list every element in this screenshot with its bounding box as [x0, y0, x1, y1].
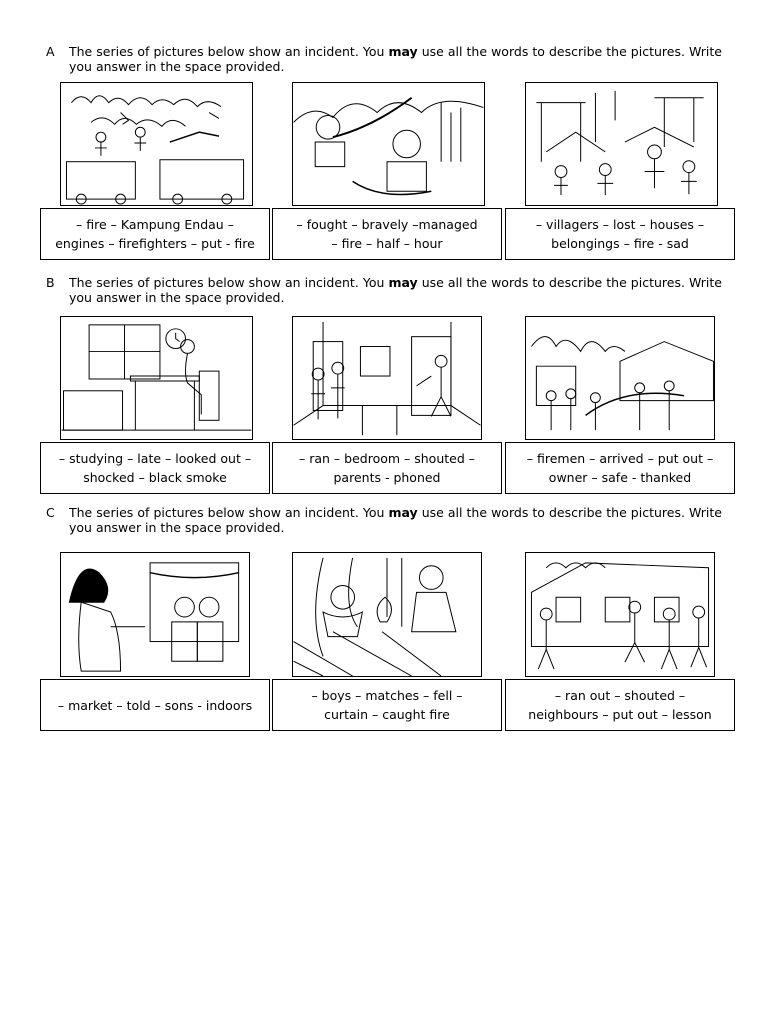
word-box: – studying – late – looked out – shocked – black smoke: [40, 442, 270, 494]
section-letter: B: [46, 275, 55, 290]
word-box: – market – told – sons - indoors: [40, 679, 270, 731]
word-box: – fought – bravely –managed – fire – half – hour: [272, 208, 502, 260]
boys-playing-matches-picture: [292, 552, 482, 677]
word-box: – boys – matches – fell – curtain – caught fire: [272, 679, 502, 731]
mother-talking-to-sons-picture: [60, 552, 250, 677]
word-box: – ran out – shouted – neighbours – put out – lesson: [505, 679, 735, 731]
word-box: – firemen – arrived – put out – owner – safe - thanked: [505, 442, 735, 494]
section-letter: A: [46, 44, 55, 59]
section-letter: C: [46, 505, 55, 520]
firefighters-village-fire-picture: [60, 82, 253, 206]
instruction-b: [46, 275, 722, 305]
word-box: – villagers – lost – houses – belongings – fire - sad: [505, 208, 735, 260]
firemen-hose-picture: [292, 82, 485, 206]
word-box: – ran – bedroom – shouted – parents - phoned: [272, 442, 502, 494]
instruction-text: The series of pictures below show an incident. You may use all the words to describe the pictures. Write you answer in the space provided.: [69, 44, 722, 74]
instruction-a: [46, 44, 722, 74]
firemen-putting-out-fire-picture: [525, 316, 715, 440]
instruction-text: The series of pictures below show an incident. You may use all the words to describe the pictures. Write you answer in the space provided.: [69, 275, 722, 305]
boy-studying-desk-picture: [60, 316, 253, 440]
boy-running-to-parents-picture: [292, 316, 482, 440]
word-box: – fire – Kampung Endau – engines – firefighters – put - fire: [40, 208, 270, 260]
instruction-text: The series of pictures below show an incident. You may use all the words to describe the pictures. Write you answer in the space provided.: [69, 505, 722, 535]
instruction-c: [46, 505, 722, 535]
villagers-burnt-houses-picture: [525, 82, 718, 206]
people-running-from-house-fire-picture: [525, 552, 715, 677]
